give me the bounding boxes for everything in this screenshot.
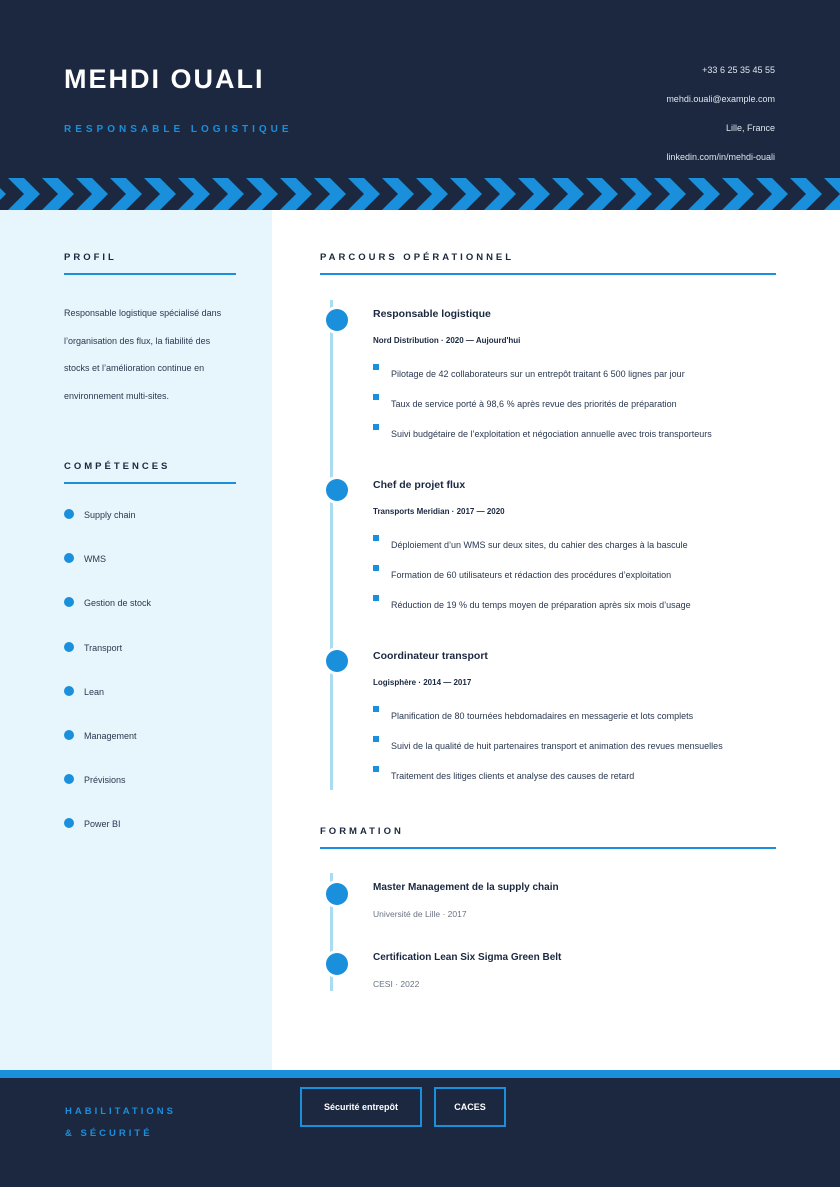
badge-caces: CACES (434, 1087, 506, 1127)
bullet-dot-icon (64, 730, 74, 740)
job-title: Responsable logistique (373, 308, 491, 320)
job-title: Chef de projet flux (373, 479, 466, 491)
square-bullet-icon (373, 766, 379, 772)
education-title-item: Certification Lean Six Sigma Green Belt (373, 952, 562, 963)
bullet-dot-icon (64, 553, 74, 563)
square-bullet-icon (373, 706, 379, 712)
location: Lille, France (725, 123, 775, 133)
timeline-node-icon (323, 476, 351, 504)
profile-title: PROFIL (64, 252, 117, 263)
footer-accent-band (0, 1070, 840, 1078)
profile-line: l’organisation des flux, la fiabilité des (64, 335, 211, 346)
profile-divider (64, 273, 236, 275)
linkedin-link[interactable]: linkedin.com/in/mehdi-ouali (666, 152, 775, 162)
square-bullet-icon (373, 394, 379, 400)
timeline-node-icon (323, 880, 351, 908)
bullet-dot-icon (64, 642, 74, 652)
bullet-dot-icon (64, 774, 74, 784)
bullet-dot-icon (64, 686, 74, 696)
chevron-band (0, 178, 840, 210)
experience-title: PARCOURS OPÉRATIONNEL (320, 252, 515, 263)
experience-timeline (330, 300, 333, 790)
certifications-title-2: & SÉCURITÉ (65, 1128, 153, 1139)
skills-title: COMPÉTENCES (64, 461, 171, 472)
profile-line: Responsable logistique spécialisé dans (64, 308, 222, 318)
timeline-node-icon (323, 950, 351, 978)
certifications-title: HABILITATIONS (65, 1106, 176, 1117)
header (0, 0, 840, 182)
job-title: Coordinateur transport (373, 650, 488, 662)
bullet-dot-icon (64, 818, 74, 828)
badge-securite-entrepot: Sécurité entrepôt (300, 1087, 422, 1127)
square-bullet-icon (373, 595, 379, 601)
bullet-dot-icon (64, 509, 74, 519)
bullet-dot-icon (64, 597, 74, 607)
timeline-node-icon (323, 647, 351, 675)
experience-divider (320, 273, 776, 275)
job-meta: Nord Distribution · 2020 — Aujourd'hui (373, 336, 521, 345)
education-title-item: Master Management de la supply chain (373, 882, 559, 893)
phone[interactable]: +33 6 25 35 45 55 (702, 65, 775, 75)
square-bullet-icon (373, 565, 379, 571)
email[interactable]: mehdi.ouali@example.com (666, 94, 775, 104)
profile-line: environnement multi-sites. (64, 390, 170, 401)
square-bullet-icon (373, 535, 379, 541)
candidate-name: MEHDI OUALI (64, 64, 265, 94)
job-meta: Transports Meridian · 2017 — 2020 (373, 507, 505, 516)
timeline-node-icon (323, 306, 351, 334)
profile-line: stocks et l’amélioration continue en (64, 363, 205, 373)
education-title: FORMATION (320, 826, 404, 837)
job-meta: Logisphère · 2014 — 2017 (373, 678, 472, 687)
square-bullet-icon (373, 424, 379, 430)
profile-text (64, 300, 244, 410)
job-role: RESPONSABLE LOGISTIQUE (64, 124, 293, 135)
education-divider (320, 847, 776, 849)
square-bullet-icon (373, 364, 379, 370)
square-bullet-icon (373, 736, 379, 742)
education-meta: Université de Lille · 2017 (373, 909, 467, 919)
skills-divider (64, 482, 236, 484)
education-meta: CESI · 2022 (373, 979, 420, 989)
